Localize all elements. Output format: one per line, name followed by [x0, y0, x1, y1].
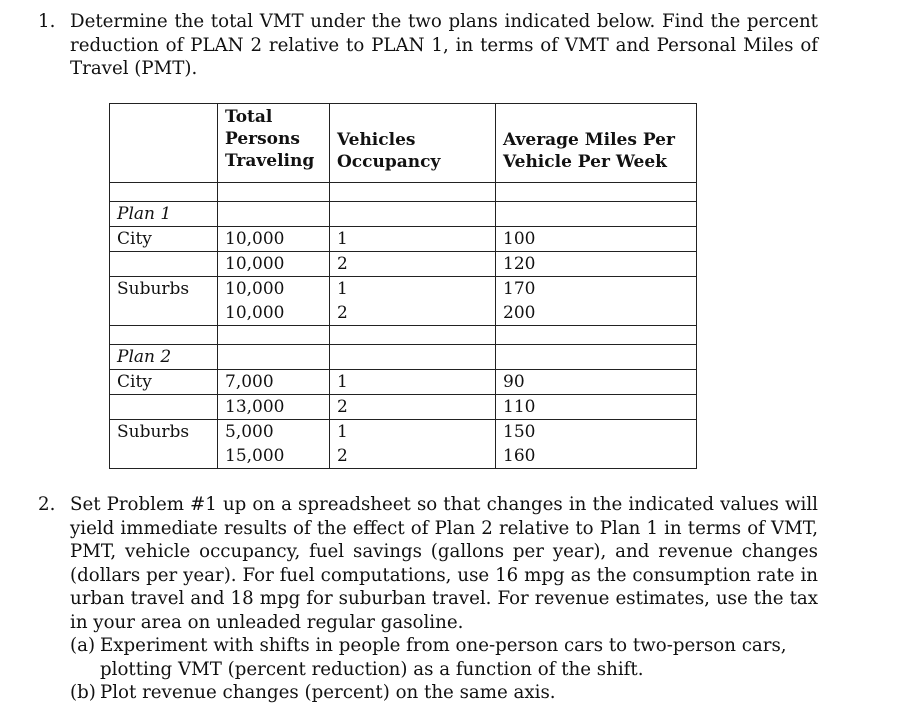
table-row [110, 444, 697, 469]
area-cell: Suburbs [110, 420, 218, 445]
header-line: Occupancy [337, 152, 441, 172]
problem-1 [38, 10, 818, 81]
area-cell [110, 252, 218, 277]
area-cell [110, 395, 218, 420]
area-cell [110, 301, 218, 326]
spacer-row [110, 183, 697, 202]
part-a-text: Experiment with shifts in people from one-person cars to two-person cars, [100, 635, 787, 656]
persons-cell: 10,000 [218, 252, 330, 277]
occupancy-cell: 1 [330, 370, 496, 395]
problem-2-text: Set Problem #1 up on a spreadsheet so that changes in the indicated values will yield immediate results of the effect of Plan 2 relative to Plan 1 in terms of VMT, PMT, vehicle occupancy, fuel savings (gallons per year), and revenue changes (dollars per year). For fuel computations, use 16 mpg as the consumption rate in urban travel and 18 mpg for suburban travel. For revenue estimates, use the tax in your area on unleaded regular gasoline. [70, 494, 818, 633]
part-a [70, 634, 818, 681]
spacer-row [110, 326, 697, 345]
plan-2-label: Plan 2 [110, 345, 218, 370]
header-line: Vehicles [337, 130, 416, 150]
area-cell: City [110, 370, 218, 395]
header-line: Average Miles Per [503, 130, 675, 150]
persons-cell: 7,000 [218, 370, 330, 395]
header-line: Vehicle Per Week [503, 152, 667, 172]
miles-cell: 160 [496, 444, 697, 469]
persons-cell: 10,000 [218, 277, 330, 302]
part-b-text: Plot revenue changes (percent) on the same axis. [100, 682, 556, 703]
persons-cell: 13,000 [218, 395, 330, 420]
miles-cell: 120 [496, 252, 697, 277]
header-line: Total [225, 107, 273, 127]
part-a-label: (a) [70, 635, 96, 656]
problem-2 [38, 493, 818, 705]
part-b-label: (b) [70, 682, 96, 703]
table-row [110, 252, 697, 277]
part-b [70, 681, 818, 705]
plan-1-label: Plan 1 [110, 202, 218, 227]
header-total-persons [218, 104, 330, 183]
vmt-table [109, 103, 697, 469]
problem-1-text: Determine the total VMT under the two plans indicated below. Find the percent reduction of PLAN 2 relative to PLAN 1, in terms of VMT and Personal Miles of Travel (PMT). [70, 11, 818, 79]
table-row [110, 395, 697, 420]
miles-cell: 200 [496, 301, 697, 326]
table-row [110, 301, 697, 326]
problem-2-number: 2. [38, 494, 56, 515]
occupancy-cell: 1 [330, 277, 496, 302]
persons-cell: 10,000 [218, 227, 330, 252]
header-average-miles [496, 104, 697, 183]
occupancy-cell: 1 [330, 227, 496, 252]
table-row [110, 227, 697, 252]
table-row [110, 370, 697, 395]
header-blank [110, 104, 218, 183]
miles-cell: 100 [496, 227, 697, 252]
header-vehicle-occupancy [330, 104, 496, 183]
persons-cell: 5,000 [218, 420, 330, 445]
occupancy-cell: 2 [330, 301, 496, 326]
miles-cell: 90 [496, 370, 697, 395]
area-cell [110, 444, 218, 469]
miles-cell: 110 [496, 395, 697, 420]
persons-cell: 15,000 [218, 444, 330, 469]
table-header-row [110, 104, 697, 183]
header-line: Traveling [225, 151, 315, 171]
area-cell: City [110, 227, 218, 252]
miles-cell: 170 [496, 277, 697, 302]
area-cell: Suburbs [110, 277, 218, 302]
table-row [110, 420, 697, 445]
persons-cell: 10,000 [218, 301, 330, 326]
occupancy-cell: 2 [330, 444, 496, 469]
miles-cell: 150 [496, 420, 697, 445]
problem-1-number: 1. [38, 11, 56, 32]
part-a-continuation: plotting VMT (percent reduction) as a function of the shift. [100, 658, 644, 680]
header-line: Persons [225, 129, 300, 149]
plan-1-label-row [110, 202, 697, 227]
plan-2-label-row [110, 345, 697, 370]
occupancy-cell: 2 [330, 252, 496, 277]
table-row [110, 277, 697, 302]
occupancy-cell: 2 [330, 395, 496, 420]
occupancy-cell: 1 [330, 420, 496, 445]
